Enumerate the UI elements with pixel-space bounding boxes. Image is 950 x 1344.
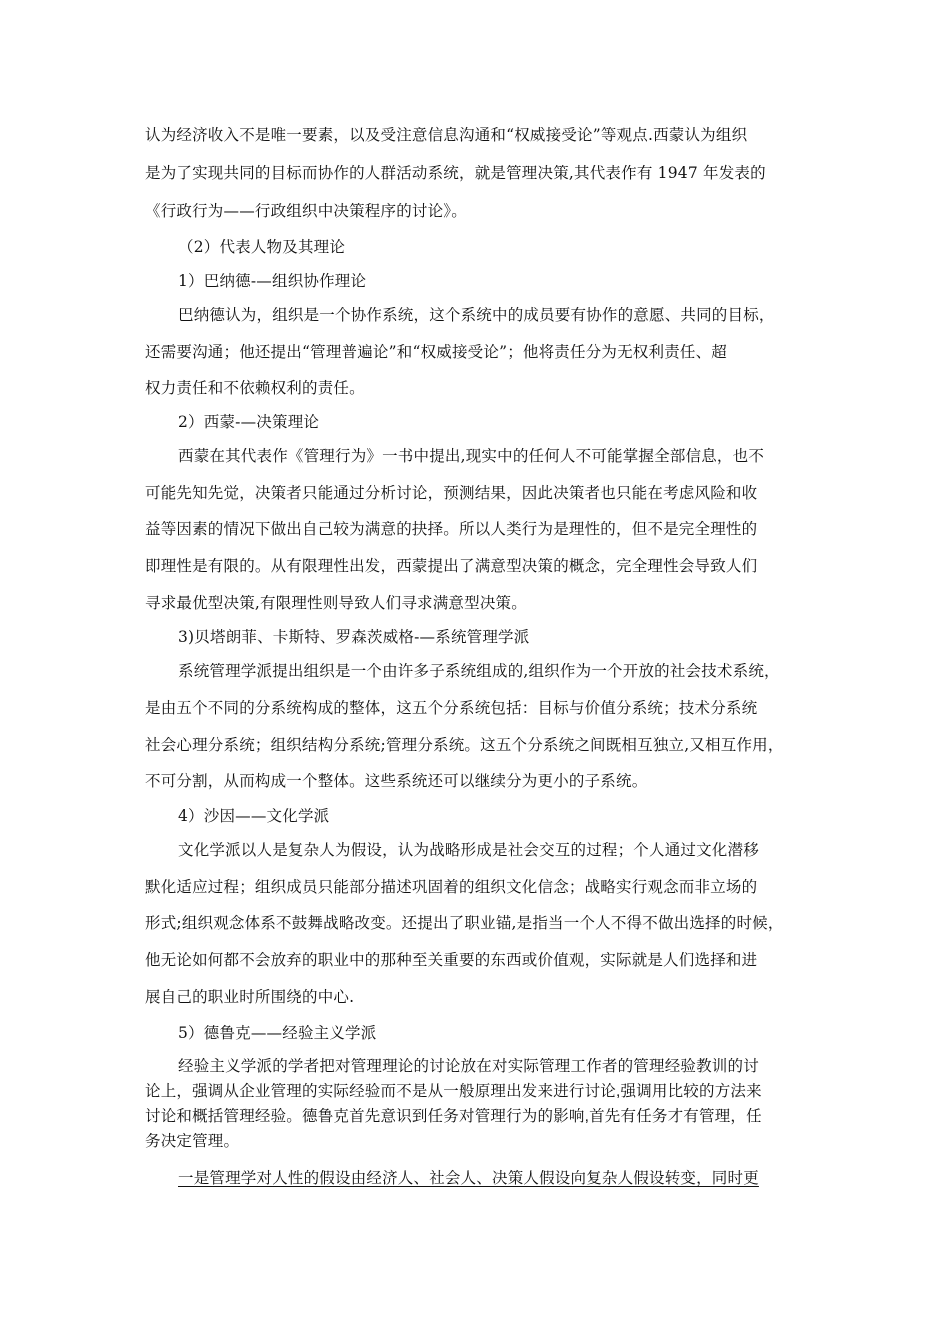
paragraph-line: 认为经济收入不是唯一要素，以及受注意信息沟通和“权威接受论”等观点.西蒙认为组织 (145, 126, 748, 144)
paragraph-line: 展自己的职业时所围绕的中心. (145, 988, 355, 1006)
paragraph-line: 是为了实现共同的目标而协作的人群活动系统，就是管理决策,其代表作有 1947 年发表的 (145, 164, 766, 182)
paragraph-line: 可能先知先觉，决策者只能通过分析讨论，预测结果，因此决策者也只能在考虑风险和收 (145, 484, 758, 502)
paragraph-line: 《行政行为——行政组织中决策程序的讨论》。 (145, 202, 467, 220)
paragraph-line: 经验主义学派的学者把对管理理论的讨论放在对实际管理工作者的管理经验教训的讨 (178, 1058, 759, 1075)
paragraph-line: 益等因素的情况下做出自己较为满意的抉择。所以人类行为是理性的，但不是完全理性的 (145, 520, 758, 538)
paragraph-line: 讨论和概括管理经验。德鲁克首先意识到任务对管理行为的影响,首先有任务才有管理，任 (145, 1108, 762, 1125)
subsection-heading: 3)贝塔朗菲、卡斯特、罗森茨威格-—系统管理学派 (178, 628, 530, 646)
paragraph-line: 形式;组织观念体系不鼓舞战略改变。还提出了职业锚,是指当一个人不得不做出选择的时候， (145, 914, 784, 932)
paragraph-line: 系统管理学派提出组织是一个由许多子系统组成的,组织作为一个开放的社会技术系统， (178, 662, 780, 680)
subsection-heading: 1）巴纳德-—组织协作理论 (178, 272, 367, 290)
paragraph-line: 还需要沟通；他还提出“管理普遍论”和“权威接受论”；他将责任分为无权利责任、超 (145, 343, 727, 361)
paragraph-line: 不可分割，从而构成一个整体。这些系统还可以继续分为更小的子系统。 (145, 772, 648, 790)
paragraph-line: 社会心理分系统；组织结构分系统;管理分系统。这五个分系统之间既相互独立,又相互作用， (145, 736, 784, 754)
paragraph-line: 巴纳德认为，组织是一个协作系统，这个系统中的成员要有协作的意愿、共同的目标， (178, 306, 775, 324)
paragraph-line: 论上，强调从企业管理的实际经验而不是从一般原理出发来进行讨论,强调用比较的方法来 (145, 1083, 762, 1100)
paragraph-line: 权力责任和不依赖权利的责任。 (145, 379, 365, 397)
paragraph-line: 文化学派以人是复杂人为假设，认为战略形成是社会交互的过程；个人通过文化潜移 (178, 841, 759, 859)
paragraph-line: 他无论如何都不会放弃的职业中的那种至关重要的东西或价值观，实际就是人们选择和进 (145, 951, 758, 969)
paragraph-line: 寻求最优型决策,有限理性则导致人们寻求满意型决策。 (145, 594, 527, 612)
underlined-paragraph-line: 一是管理学对人性的假设由经济人、社会人、决策人假设向复杂人假设转变，同时更 (178, 1169, 759, 1187)
subsection-heading: 2）西蒙-—决策理论 (178, 413, 320, 431)
paragraph-line: 即理性是有限的。从有限理性出发，西蒙提出了满意型决策的概念，完全理性会导致人们 (145, 557, 758, 575)
paragraph-line: 务决定管理。 (145, 1133, 240, 1150)
paragraph-line: 是由五个不同的分系统构成的整体，这五个分系统包括：目标与价值分系统；技术分系统 (145, 699, 758, 717)
section-heading: （2）代表人物及其理论 (178, 238, 346, 256)
paragraph-line: 默化适应过程；组织成员只能部分描述巩固着的组织文化信念；战略实行观念而非立场的 (145, 878, 758, 896)
paragraph-line: 西蒙在其代表作《管理行为》一书中提出,现实中的任何人不可能掌握全部信息，也不 (178, 447, 765, 465)
subsection-heading: 4）沙因——文化学派 (178, 807, 330, 825)
subsection-heading: 5）德鲁克——经验主义学派 (178, 1024, 377, 1042)
